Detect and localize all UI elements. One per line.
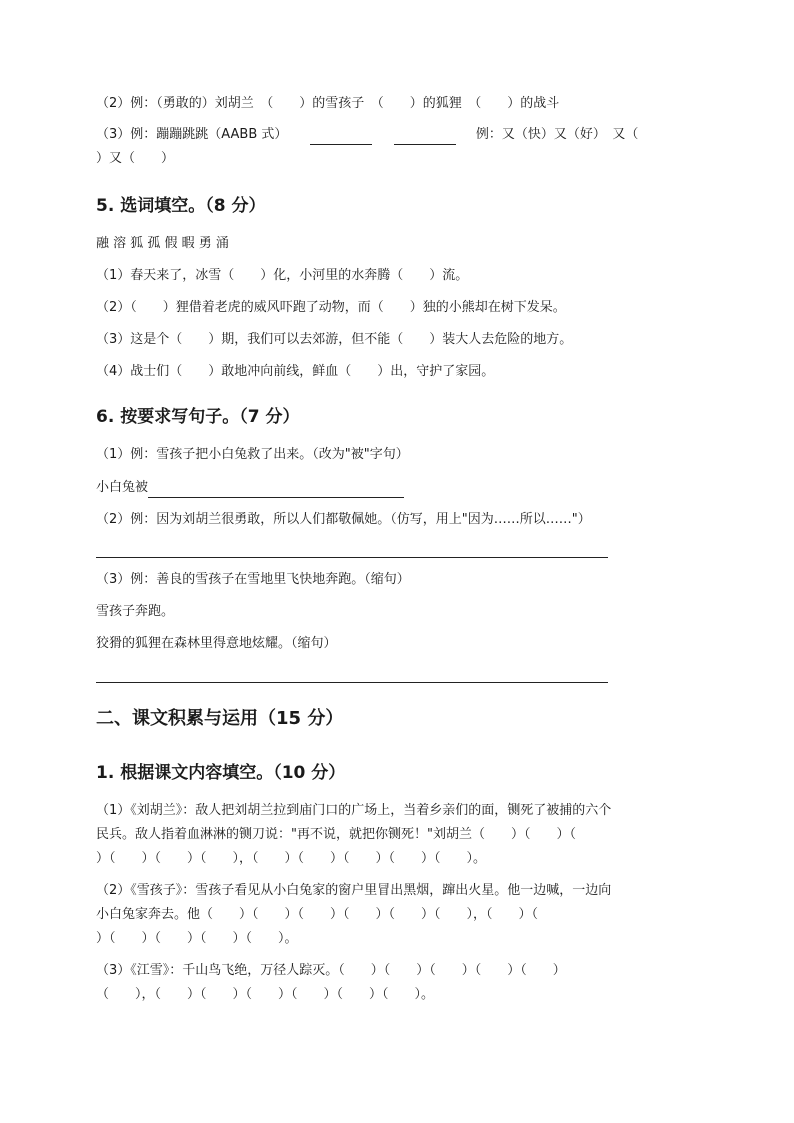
q4-item3-blank-2[interactable] [394, 128, 456, 145]
q4-item3-blank-1[interactable] [310, 128, 372, 145]
s2-q1-item-2-line-2: 小白兔家奔去。他（ ）（ ）（ ）（ ）（ ）（ ），（ ）（ [96, 907, 539, 922]
q5-word-bank: 融 溶 狐 孤 假 暇 勇 涌 [96, 236, 229, 251]
q5-item-2: （2）（ ）狸借着老虎的威风吓跑了动物，而（ ）独的小熊却在树下发呆。 [96, 300, 566, 315]
s2-q1-item-2-line-1: （2）《雪孩子》：雪孩子看见从小白兔家的窗户里冒出黑烟，蹿出火星。他一边喊，一边向 [96, 883, 612, 898]
q6-item-1-answer-prefix: 小白兔被 [96, 480, 149, 495]
q6-item-3-example-answer: 雪孩子奔跑。 [96, 604, 175, 619]
q4-item2: （2）例：（勇敢的）刘胡兰 （ ）的雪孩子 （ ）的狐狸 （ ）的战斗 [96, 96, 560, 111]
q5-item-4: （4）战士们（ ）敢地冲向前线，鲜血（ ）出，守护了家园。 [96, 364, 495, 379]
q6-item-3-task: 狡猾的狐狸在森林里得意地炫耀。（缩句） [96, 636, 337, 651]
q6-item-1-answer [96, 478, 706, 498]
q6-item-2-answer-line[interactable] [96, 557, 608, 558]
q6-item-1-answer-blank[interactable] [148, 481, 404, 498]
s2-q1-item-3-line-2: （ ），（ ）（ ）（ ）（ ）（ ）（ ）。 [96, 987, 435, 1002]
q4-item3-continuation: ）又（ ） [96, 151, 175, 166]
q4-item3-suffix: 例：又（快）又（好） 又（ [475, 127, 639, 142]
section-2-title: 二、课文积累与运用（15 分） [96, 708, 344, 729]
s2-q1-item-1-line-1: （1）《刘胡兰》：敌人把刘胡兰拉到庙门口的广场上，当着乡亲们的面，铡死了被捕的六个 [96, 803, 612, 818]
q6-item-3-answer-line[interactable] [96, 682, 608, 683]
q6-item-1: （1）例：雪孩子把小白兔救了出来。（改为"被"字句） [96, 447, 409, 462]
s2-q1-item-1-line-3: ）（ ）（ ）（ ），（ ）（ ）（ ）（ ）（ ）。 [96, 851, 487, 866]
s2-q1-title: 1. 根据课文内容填空。（10 分） [96, 763, 346, 783]
q6-item-2: （2）例：因为刘胡兰很勇敢，所以人们都敬佩她。（仿写，用上"因为……所以……"） [96, 512, 591, 527]
q6-title: 6. 按要求写句子。（7 分） [96, 407, 300, 427]
q5-item-1: （1）春天来了，冰雪（ ）化，小河里的水奔腾（ ）流。 [96, 268, 469, 283]
q6-item-3: （3）例：善良的雪孩子在雪地里飞快地奔跑。（缩句） [96, 572, 410, 587]
q4-item3-prefix: （3）例：蹦蹦跳跳（AABB 式） [96, 127, 288, 142]
q5-item-3: （3）这是个（ ）期，我们可以去郊游，但不能（ ）装大人去危险的地方。 [96, 332, 573, 347]
q4-item3 [96, 125, 706, 145]
q5-title: 5. 选词填空。（8 分） [96, 196, 266, 216]
s2-q1-item-2-line-3: ）（ ）（ ）（ ）（ ）。 [96, 931, 298, 946]
s2-q1-item-3-line-1: （3）《江雪》：千山鸟飞绝，万径人踪灭。（ ）（ ）（ ）（ ）（ ） [96, 963, 566, 978]
s2-q1-item-1-line-2: 民兵。敌人指着血淋淋的铡刀说："再不说，就把你铡死！"刘胡兰（ ）（ ）（ [96, 827, 576, 842]
